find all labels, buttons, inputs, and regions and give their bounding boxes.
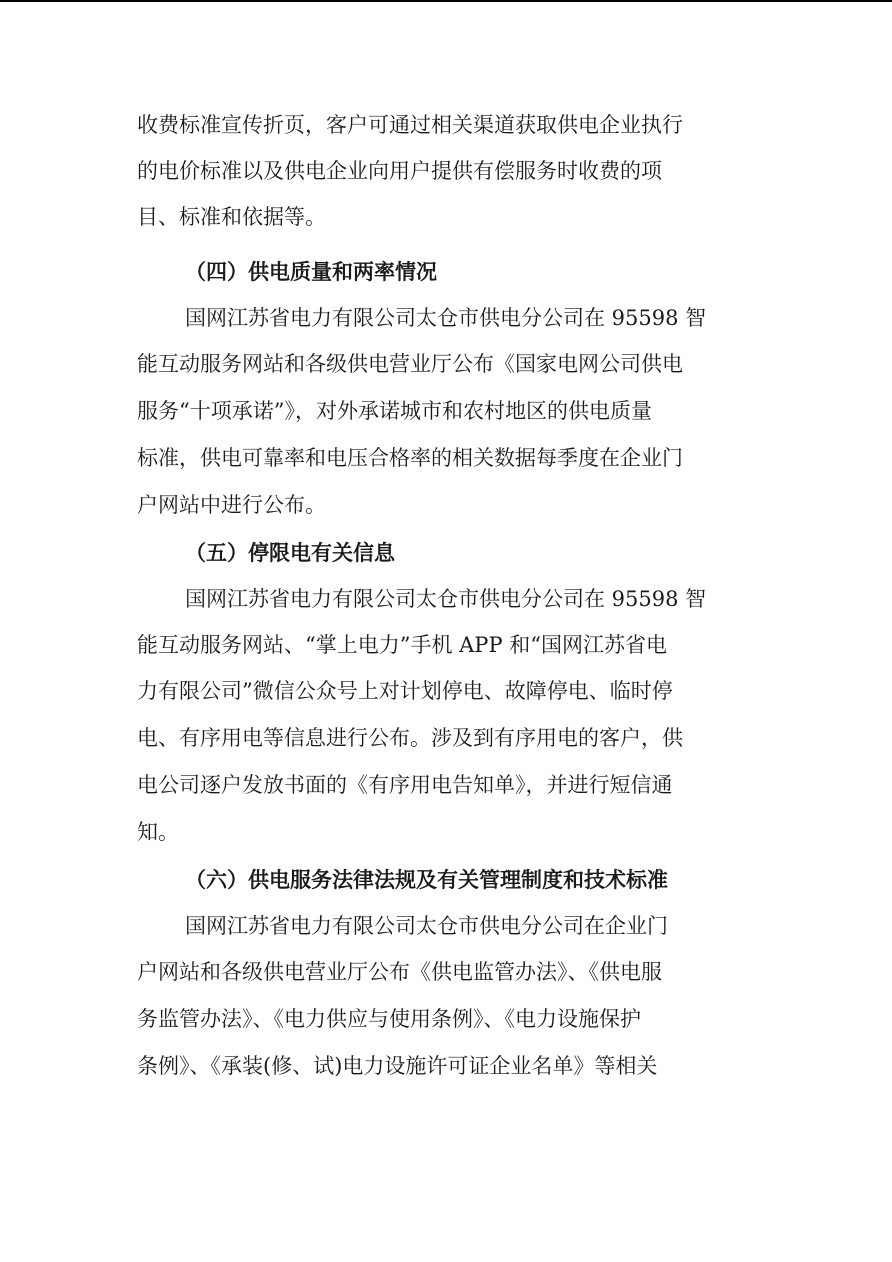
paragraph-line: 力有限公司”微信公众号上对计划停电、故障停电、临时停 xyxy=(137,679,673,703)
paragraph-line: 国网江苏省电力有限公司太仓市供电分公司在 95598 智 xyxy=(185,587,707,611)
paragraph-line: 能互动服务网站和各级供电营业厅公布《国家电网公司供电 xyxy=(137,352,683,376)
paragraph-line: 户网站中进行公布。 xyxy=(137,493,326,517)
paragraph-line: 收费标准宣传折页，客户可通过相关渠道获取供电企业执行 xyxy=(137,113,683,137)
paragraph-line: 的电价标准以及供电企业向用户提供有偿服务时收费的项 xyxy=(137,159,662,183)
paragraph-line: 条例》、《承装(修、试)电力设施许可证企业名单》等相关 xyxy=(137,1054,658,1078)
paragraph-line: 服务“十项承诺”》，对外承诺城市和农村地区的供电质量 xyxy=(137,399,652,423)
top-border-line xyxy=(0,0,892,2)
paragraph-line: 务监管办法》、《电力供应与使用条例》、《电力设施保护 xyxy=(137,1007,641,1031)
section-heading-4: （四）供电质量和两率情况 xyxy=(185,260,437,284)
paragraph-line: 知。 xyxy=(137,820,179,844)
paragraph-line: 国网江苏省电力有限公司太仓市供电分公司在 95598 智 xyxy=(185,306,707,330)
paragraph-line: 电公司逐户发放书面的《有序用电告知单》，并进行短信通 xyxy=(137,773,673,797)
paragraph-line: 标准，供电可靠率和电压合格率的相关数据每季度在企业门 xyxy=(137,446,683,470)
paragraph-line: 电、有序用电等信息进行公布。涉及到有序用电的客户，供 xyxy=(137,726,683,750)
paragraph-line: 能互动服务网站、“掌上电力”手机 APP 和“国网江苏省电 xyxy=(137,633,667,657)
paragraph-line: 国网江苏省电力有限公司太仓市供电分公司在企业门 xyxy=(185,914,668,938)
paragraph-line: 目、标准和依据等。 xyxy=(137,205,326,229)
paragraph-line: 户网站和各级供电营业厅公布《供电监管办法》、《供电服 xyxy=(137,960,662,984)
section-heading-6: （六）供电服务法律法规及有关管理制度和技术标准 xyxy=(185,868,668,892)
section-heading-5: （五）停限电有关信息 xyxy=(185,541,395,565)
